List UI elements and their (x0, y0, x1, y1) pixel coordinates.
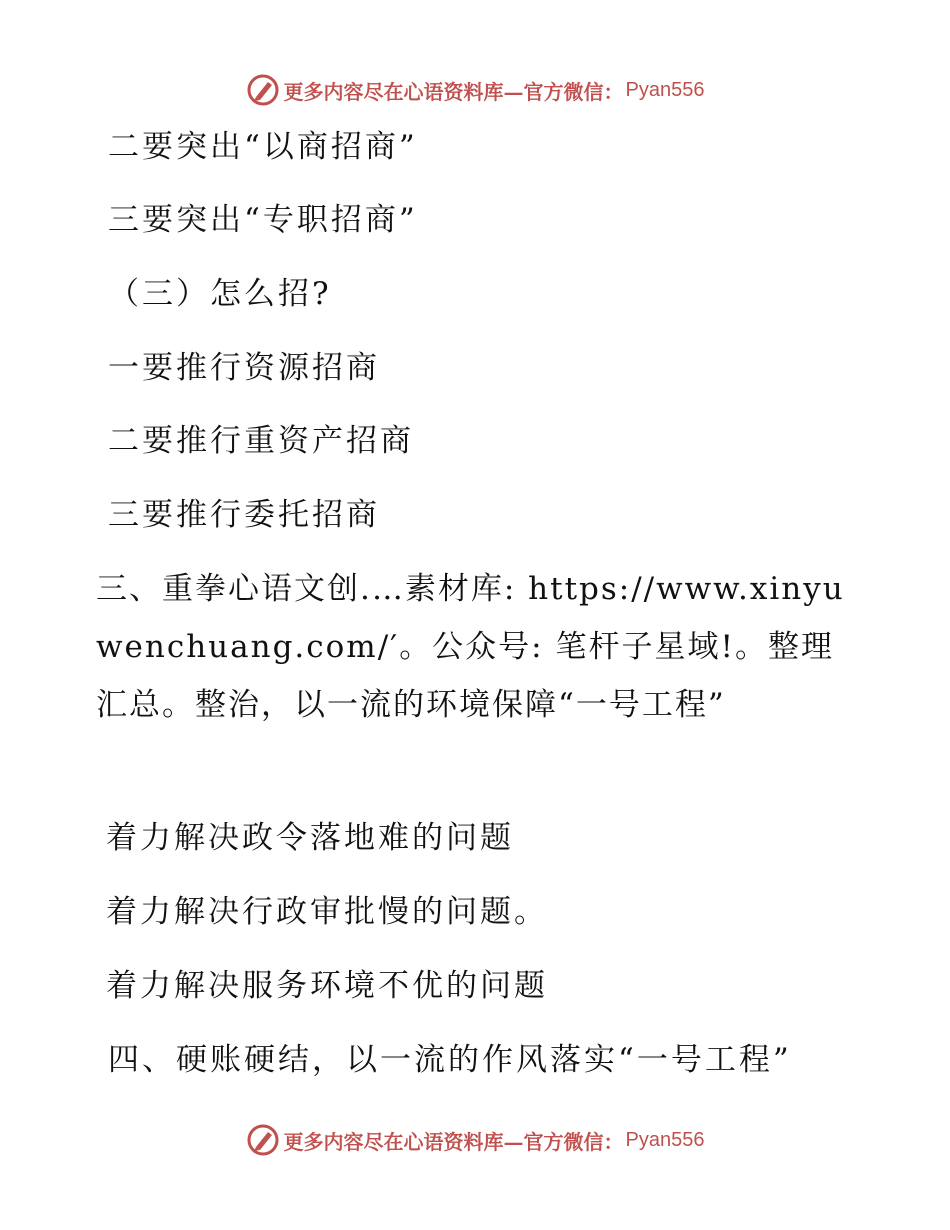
text-line: 一要推行资源招商 (108, 350, 380, 386)
banner-text: 更多内容尽在心语资料库—官方微信： (283, 1129, 624, 1154)
section-four-heading: 四、硬账硬结，以一流的作风落实“一号工程” (108, 1042, 792, 1078)
text-line: （三）怎么招? (108, 276, 332, 312)
section-three-paragraph: 三、重拳心语文创.…素材库: https://www.xinyuwenchuang.com/′。公众号: 笔杆子星域!。整理汇总。整治，以一流的环境保障“一号工程” (96, 571, 845, 723)
banner-contact: Pyan556 (625, 1128, 705, 1151)
footer-banner (0, 1120, 950, 1160)
banner-content (246, 1123, 705, 1157)
text-line: 着力解决行政审批慢的问题。 (106, 894, 548, 930)
text-line: 三要突出“专职招商” (108, 202, 418, 238)
text-line: 三要推行委托招商 (108, 497, 380, 533)
banner-contact: Pyan556 (625, 78, 705, 101)
text-line: 着力解决服务环境不优的问题 (106, 968, 548, 1004)
banner-content (246, 73, 705, 107)
header-banner (0, 70, 950, 110)
text-line: 着力解决政令落地难的问题 (106, 820, 514, 856)
text-line: 二要突出“以商招商” (108, 129, 418, 165)
banner-text: 更多内容尽在心语资料库—官方微信： (283, 79, 624, 104)
pen-logo-icon (246, 73, 280, 107)
pen-logo-icon (246, 1123, 280, 1157)
text-line: 二要推行重资产招商 (108, 423, 414, 459)
